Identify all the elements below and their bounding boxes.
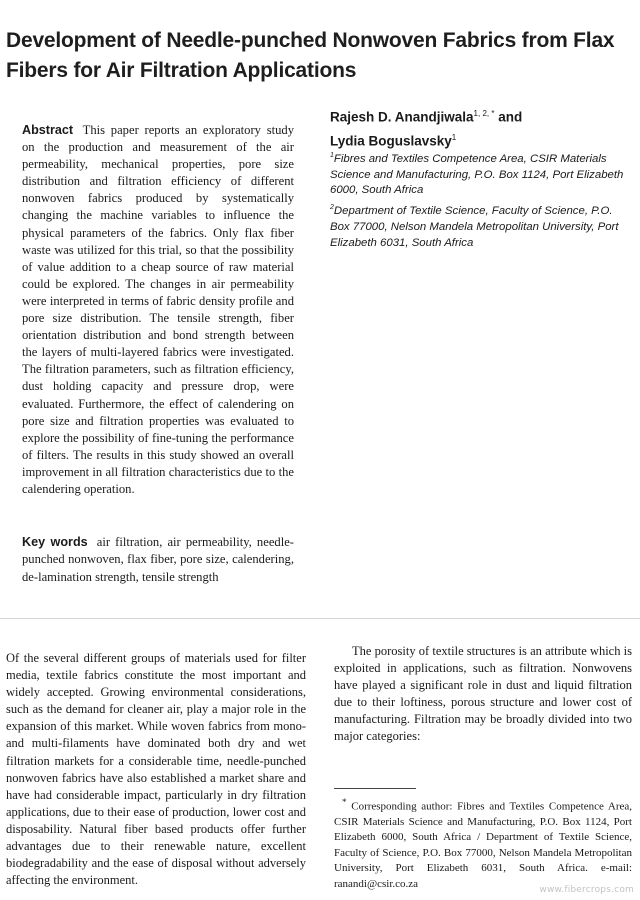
abstract-label: Abstract <box>22 123 74 137</box>
author-2-name: Lydia Boguslavsky <box>330 133 452 148</box>
author-2-sup: 1 <box>451 132 457 142</box>
keywords-block <box>22 534 294 586</box>
author-1-sup: 1, 2, * <box>473 109 495 118</box>
author-1-name: Rajesh D. Anandjiwala <box>330 109 474 125</box>
affiliation-2-sup: 2 <box>330 204 334 212</box>
affiliation-1 <box>330 148 630 199</box>
paper-title: Development of Needle-punched Nonwoven Fabrics from Flax Fibers for Air Filtration Applications <box>6 29 615 82</box>
affiliation-1-text: Fibres and Textiles Competence Area, CSIR Materials Science and Manufacturing, P.O. Box 1124, Port Elizabeth 6000, South Africa <box>330 152 624 197</box>
footnote <box>334 795 632 892</box>
authors-block <box>330 104 630 151</box>
footnote-mark: * <box>342 797 347 807</box>
body-column-right: The porosity of textile structures is an attribute which is exploited in applications, such as filtration. Nonwovens have played a significant role in dust and liquid filtration due to their loftiness, porous structure and lower cost of manufacturing. Filtration may be broadly divided into two major categories: <box>334 644 632 744</box>
author-line-1 <box>330 104 630 128</box>
affiliation-2 <box>330 200 630 251</box>
affiliation-1-sup: 1 <box>330 152 334 159</box>
footnote-divider <box>334 788 416 789</box>
footnote-text: Corresponding author: Fibres and Textiles Competence Area, CSIR Materials Science and Manufacturing, P.O. Box 1124, Port Elizabeth 6000, South Africa / Department of Textile Science, Faculty of Science, P.O. Box 77000, Nelson Mandela Metropolitan University, Port Elizabeth 6031, South Africa. e-mail: ranandi@csir.co.za <box>334 800 633 890</box>
abstract-block <box>22 122 294 498</box>
abstract-text: This paper reports an exploratory study on the production and measurement of the air permeability, mechanical properties, pore size distribution and filtration efficiency of different nonwoven fabrics produced by systematically changing the machine variables to influence the physical parameters of the fabrics. Only flax fiber waste was utilized for this trial, so that the possibility of value addition to a cheap source of raw material could be explored. The changes in air permeability were interpreted in terms of fabric density profile and pore size distribution. The tensile strength, fiber orientation distribution and bond strength between the layers of multi-layered fabrics were investigated. The filtration parameters, such as filtration efficiency, dust holding capacity and pressure drop, were evaluated. Furthermore, the effect of calendering on pore size and filtration properties was evaluated to explore the possibility of fine-tuning the performance of filters. The results in this study showed an overall improvement in all filtration characteristics due to the calendering operation. <box>22 123 295 496</box>
affiliation-2-text: Department of Textile Science, Faculty of Science, P.O. Box 77000, Nelson Mandela Metropolitan University, Port Elizabeth 6031, South Africa <box>330 204 619 249</box>
section-divider <box>0 618 640 619</box>
keywords-text: air filtration, air permeability, needle-punched nonwoven, flax fiber, pore size, calendering, de-lamination strength, tensile strength <box>22 535 294 584</box>
body-column-left: Of the several different groups of materials used for filter media, textile fabrics constitute the most important and widely accepted. Growing environmental considerations, such as the demand for cleaner air, play a major role in the expansion of this market. While woven fabrics from mono- and multi-filaments have dominated both dry and wet filtration markets for a considerable time, needle-punched nonwoven fabrics have also established a market share and have had considerable impact, particularly in dry filtration applications, due to their ease of production, lower cost and disposability. Natural fiber based products offer further advantages due to their renewable nature, excellent biodegradability and the ease of disposal without adversely affecting the environment. <box>6 651 306 888</box>
watermark: www.fibercrops.com <box>539 885 634 895</box>
keywords-label: Key words <box>22 535 88 549</box>
affiliations-block <box>330 148 630 252</box>
author-joiner: and <box>498 109 523 125</box>
